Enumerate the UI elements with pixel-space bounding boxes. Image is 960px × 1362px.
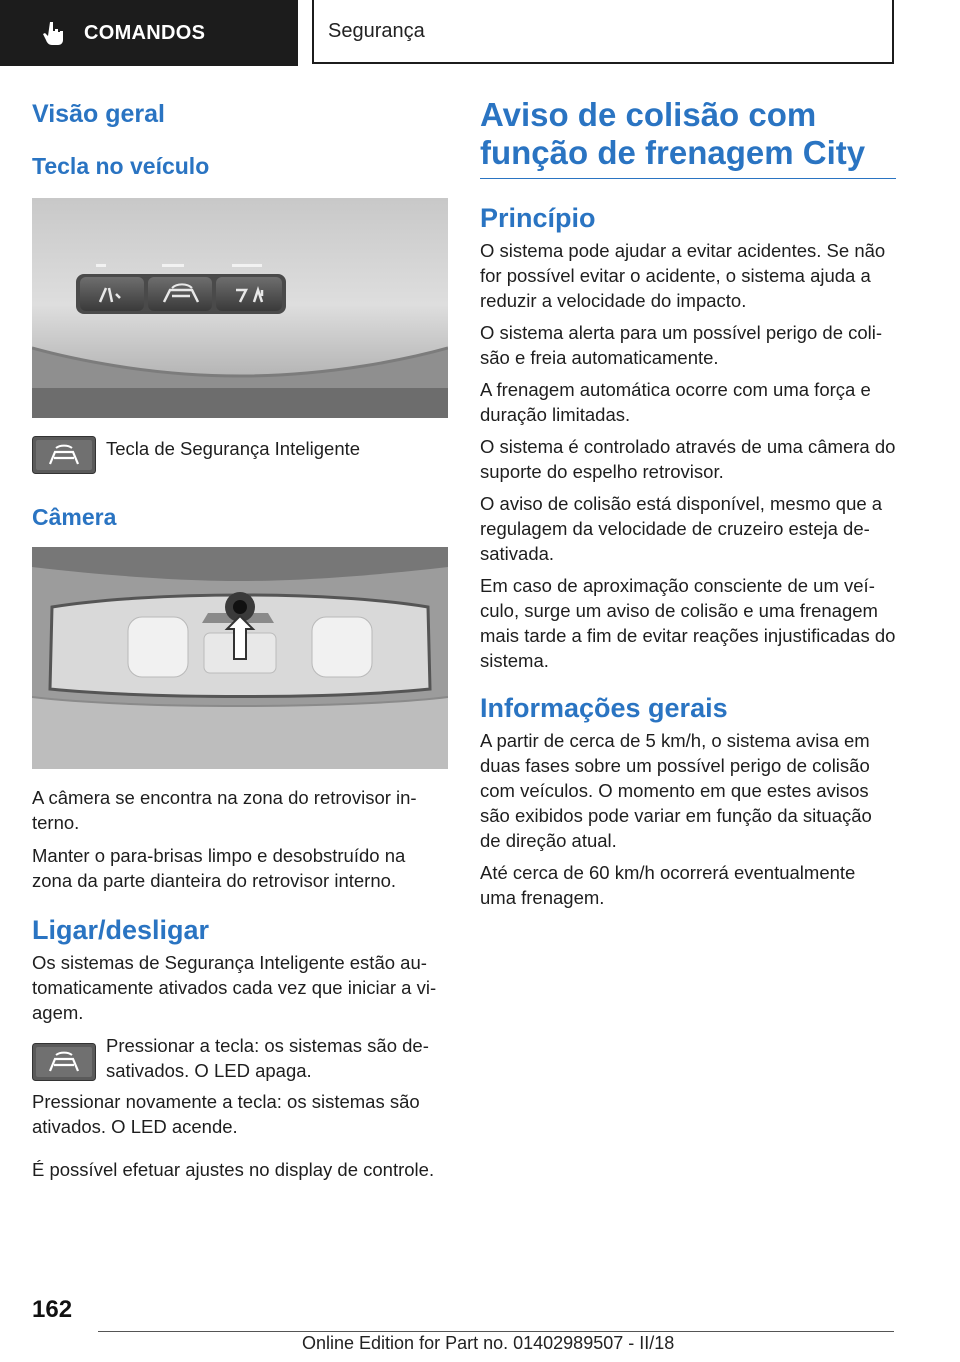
principle-paragraph: O sistema pode ajudar a evitar acidentes. Se não for possível evitar o acidente, o sistema ajuda a reduzir a velocidade do impacto. (480, 240, 886, 311)
camera-heading: Câmera (32, 504, 117, 530)
pointing-hand-icon (42, 21, 64, 45)
collision-warning-heading: Aviso de colisão com função de frenagem City (480, 96, 866, 171)
page-number: 162 (32, 1296, 73, 1323)
collision-warning-title-block (480, 96, 896, 179)
principle-paragraph: O sistema é controlado através de uma câmera do suporte do espelho retrovisor. (480, 436, 896, 482)
general-info-paragraph: Até cerca de 60 km/h ocorrerá eventualmente uma frenagem. (480, 862, 856, 908)
camera-paragraph-2: Manter o para-brisas limpo e desobstruído na zona da parte dianteira do retrovisor interno. (32, 845, 406, 891)
on-off-heading: Ligar/desligar (32, 915, 210, 945)
right-column (480, 96, 896, 910)
intelligent-safety-key-icon (32, 1043, 96, 1081)
left-column (32, 96, 448, 1182)
section-title: COMANDOS (84, 21, 206, 44)
principle-paragraph: Em caso de aproximação consciente de um veí-culo, surge um aviso de colisão e uma frenagem mais tarde a fim de evitar reações injustificadas do sistema. (480, 575, 896, 671)
general-info-paragraph: A partir de cerca de 5 km/h, o sistema avisa em duas fases sobre um possível perigo de colisão com veículos. O momento em que estes avisos são exibidos pode variar em função da situação de direção atual. (480, 730, 872, 851)
section-tab (0, 0, 298, 66)
on-off-paragraph-3: Pressionar novamente a tecla: os sistemas são ativados. O LED acende. (32, 1091, 420, 1137)
on-off-paragraph-2: Pressionar a tecla: os sistemas são de-sativados. O LED apaga. (106, 1035, 429, 1081)
intelligent-safety-key-icon (32, 436, 96, 474)
on-off-paragraph-1: Os sistemas de Segurança Inteligente estão au-tomaticamente ativados cada vez que iniciar a vi-agem. (32, 952, 437, 1023)
on-off-paragraph-4: É possível efetuar ajustes no display de controle. (32, 1159, 435, 1180)
principle-paragraph: O sistema alerta para um possível perigo de coli-são e freia automaticamente. (480, 322, 883, 368)
principle-paragraph: O aviso de colisão está disponível, mesmo que a regulagem da velocidade de cruzeiro esteja de-sativada. (480, 493, 883, 564)
edition-note: Online Edition for Part no. 01402989507 - II/18 (302, 1333, 675, 1353)
camera-paragraph-1: A câmera se encontra na zona do retrovisor in-terno. (32, 787, 417, 833)
principle-paragraph: A frenagem automática ocorre com uma força e duração limitadas. (480, 379, 871, 425)
key-caption: Tecla de Segurança Inteligente (106, 438, 361, 459)
general-info-heading: Informações gerais (480, 693, 728, 723)
press-key-row (32, 1033, 448, 1083)
overview-heading: Visão geral (32, 100, 165, 128)
key-in-vehicle-heading: Tecla no veículo (32, 153, 210, 179)
topic-title: Segurança (328, 19, 425, 42)
footer-divider (98, 1331, 894, 1332)
overhead-buttons-photo (32, 198, 448, 418)
key-caption-row (32, 436, 448, 474)
principle-heading: Princípio (480, 203, 596, 233)
camera-windshield-photo (32, 547, 448, 769)
topic-tab (312, 0, 894, 64)
